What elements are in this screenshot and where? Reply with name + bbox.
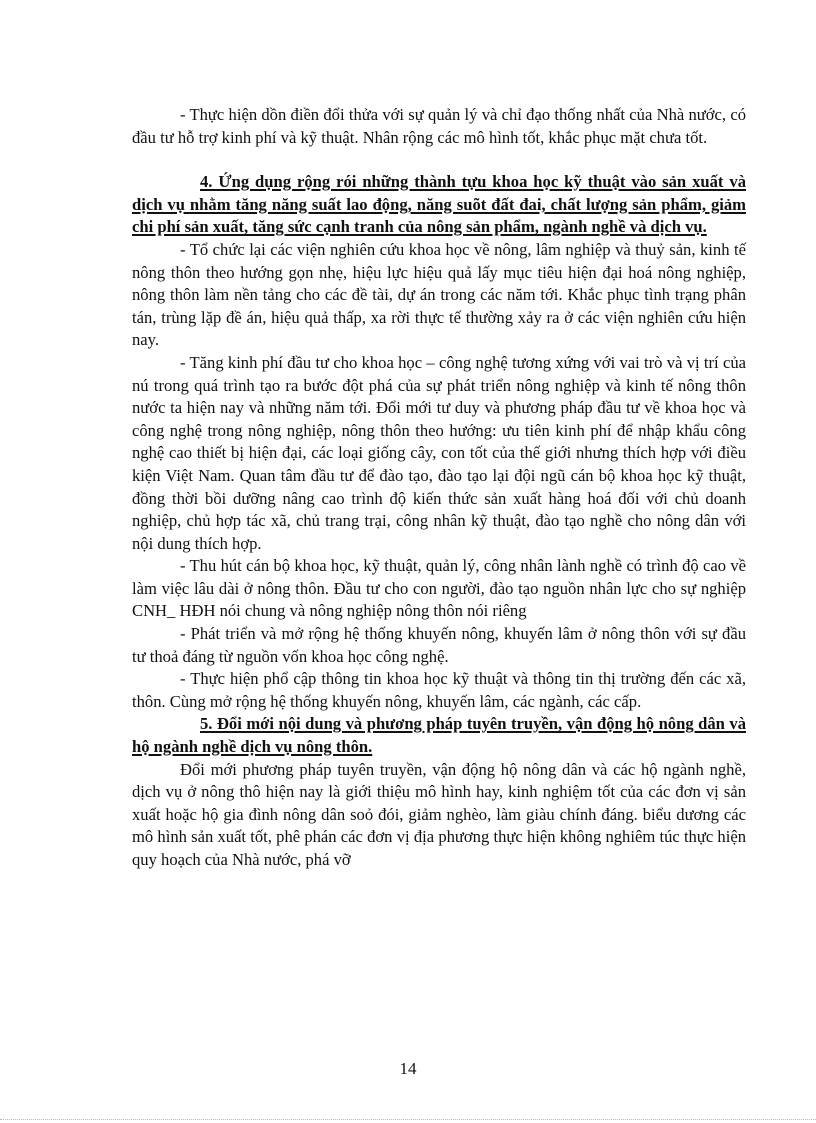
paragraph-attract-staff: - Thu hút cán bộ khoa học, kỹ thuật, quản lý, công nhân lành nghề có trình độ cao về làm việc lâu dài ở nông thôn. Đầu tư cho con người, đào tạo nguồn nhân lực cho sự nghiệp CNH_ HĐH nói chung và nông nghiệp nông thôn nói riêng [132,556,746,621]
page-bottom-divider [0,1119,816,1120]
page-number: 14 [399,1059,417,1078]
section-heading-4: 4. Ứng dụng rộng rói những thành tựu khoa học kỹ thuật vào sản xuất và dịch vụ nhằm tăng năng suất lao động, năng suõt đất đai, chất lượng sản phẩm, giảm chi phí sản xuất, tăng sức cạnh tranh của nông sản phẩm, ngành nghề và dịch vụ. [132,172,746,237]
paragraph-information-dissemination: - Thực hiện phổ cập thông tin khoa học kỹ thuật và thông tin thị trường đến các xã, thôn. Cùng mở rộng hệ thống khuyến nông, khuyến lâm, các ngành, các cấp. [132,669,746,711]
paragraph-science-funding: - Tăng kinh phí đầu tư cho khoa học – công nghệ tương xứng với vai trò và vị trí của nú trong quá trình tạo ra bước đột phá của sự phát triển nông nghiệp và kinh tế nông thôn nước ta hiện nay và những năm tới. Đổi mới tư duy và phương pháp đầu tư về khoa học và công nghệ trong nông nghiệp, nông thôn theo hướng: ưu tiên kinh phí để nhập khẩu công nghệ cao thiết bị hiện đại, các loại giống cây, con tốt của thế giới nhưng thích hợp với điều kiện Việt Nam. Quan tâm đầu tư để đào tạo, đào tạo lại đội ngũ cán bộ khoa học kỹ thuật, đồng thời bồi dưỡng nâng cao trình độ kiến thức sản xuất hàng hoá đối với chủ doanh nghiệp, chủ hợp tác xã, chủ trang trại, công nhân kỹ thuật, đào tạo nghề cho nông dân với nội dung thích hợp. [132,352,746,553]
section-heading-5: 5. Đổi mới nội dung và phương pháp tuyên truyền, vận động hộ nông dân và hộ ngành nghề dịch vụ nông thôn. [132,714,746,757]
paragraph-extension-system: - Phát triển và mở rộng hệ thống khuyến nông, khuyến lâm ở nông thôn với sự đầu tư thoả đáng từ nguồn vốn khoa học công nghệ. [132,624,746,666]
paragraph-research-institutes: - Tổ chức lại các viện nghiên cứu khoa học về nông, lâm nghiệp và thuỷ sản, kinh tế nông thôn theo hướng gọn nhẹ, hiệu lực hiệu quả lấy mục tiêu hiện đại hoá nông nghiệp, nông thôn làm nền tảng cho các đề tài, dự án trong các năm tới. Khắc phục tình trạng phân tán, trùng lặp đề án, hiệu quả thấp, xa rời thực tế thường xảy ra ở các viện nghiên cứu hiện nay. [132,239,746,350]
document-body [132,104,746,872]
paragraph-propaganda-methods: Đổi mới phương pháp tuyên truyền, vận động hộ nông dân và các hộ ngành nghề, dịch vụ ở nông thô hiện nay là giới thiệu mô hình hay, kinh nghiệm tốt của các đơn vị sản xuất hoặc hộ gia đình nông dân soỏ đói, giảm nghèo, làm giàu chính đáng. biểu dương các mô hình sản xuất tốt, phê phán các đơn vị địa phương thực hiện không nghiêm túc thực hiện quy hoạch của Nhà nước, phá vỡ [132,759,746,869]
paragraph-land-consolidation: - Thực hiện dồn điền đổi thửa với sự quản lý và chỉ đạo thống nhất của Nhà nước, có đầu tư hỗ trợ kinh phí và kỹ thuật. Nhân rộng các mô hình tốt, khắc phục mặt chưa tốt. [132,105,746,147]
